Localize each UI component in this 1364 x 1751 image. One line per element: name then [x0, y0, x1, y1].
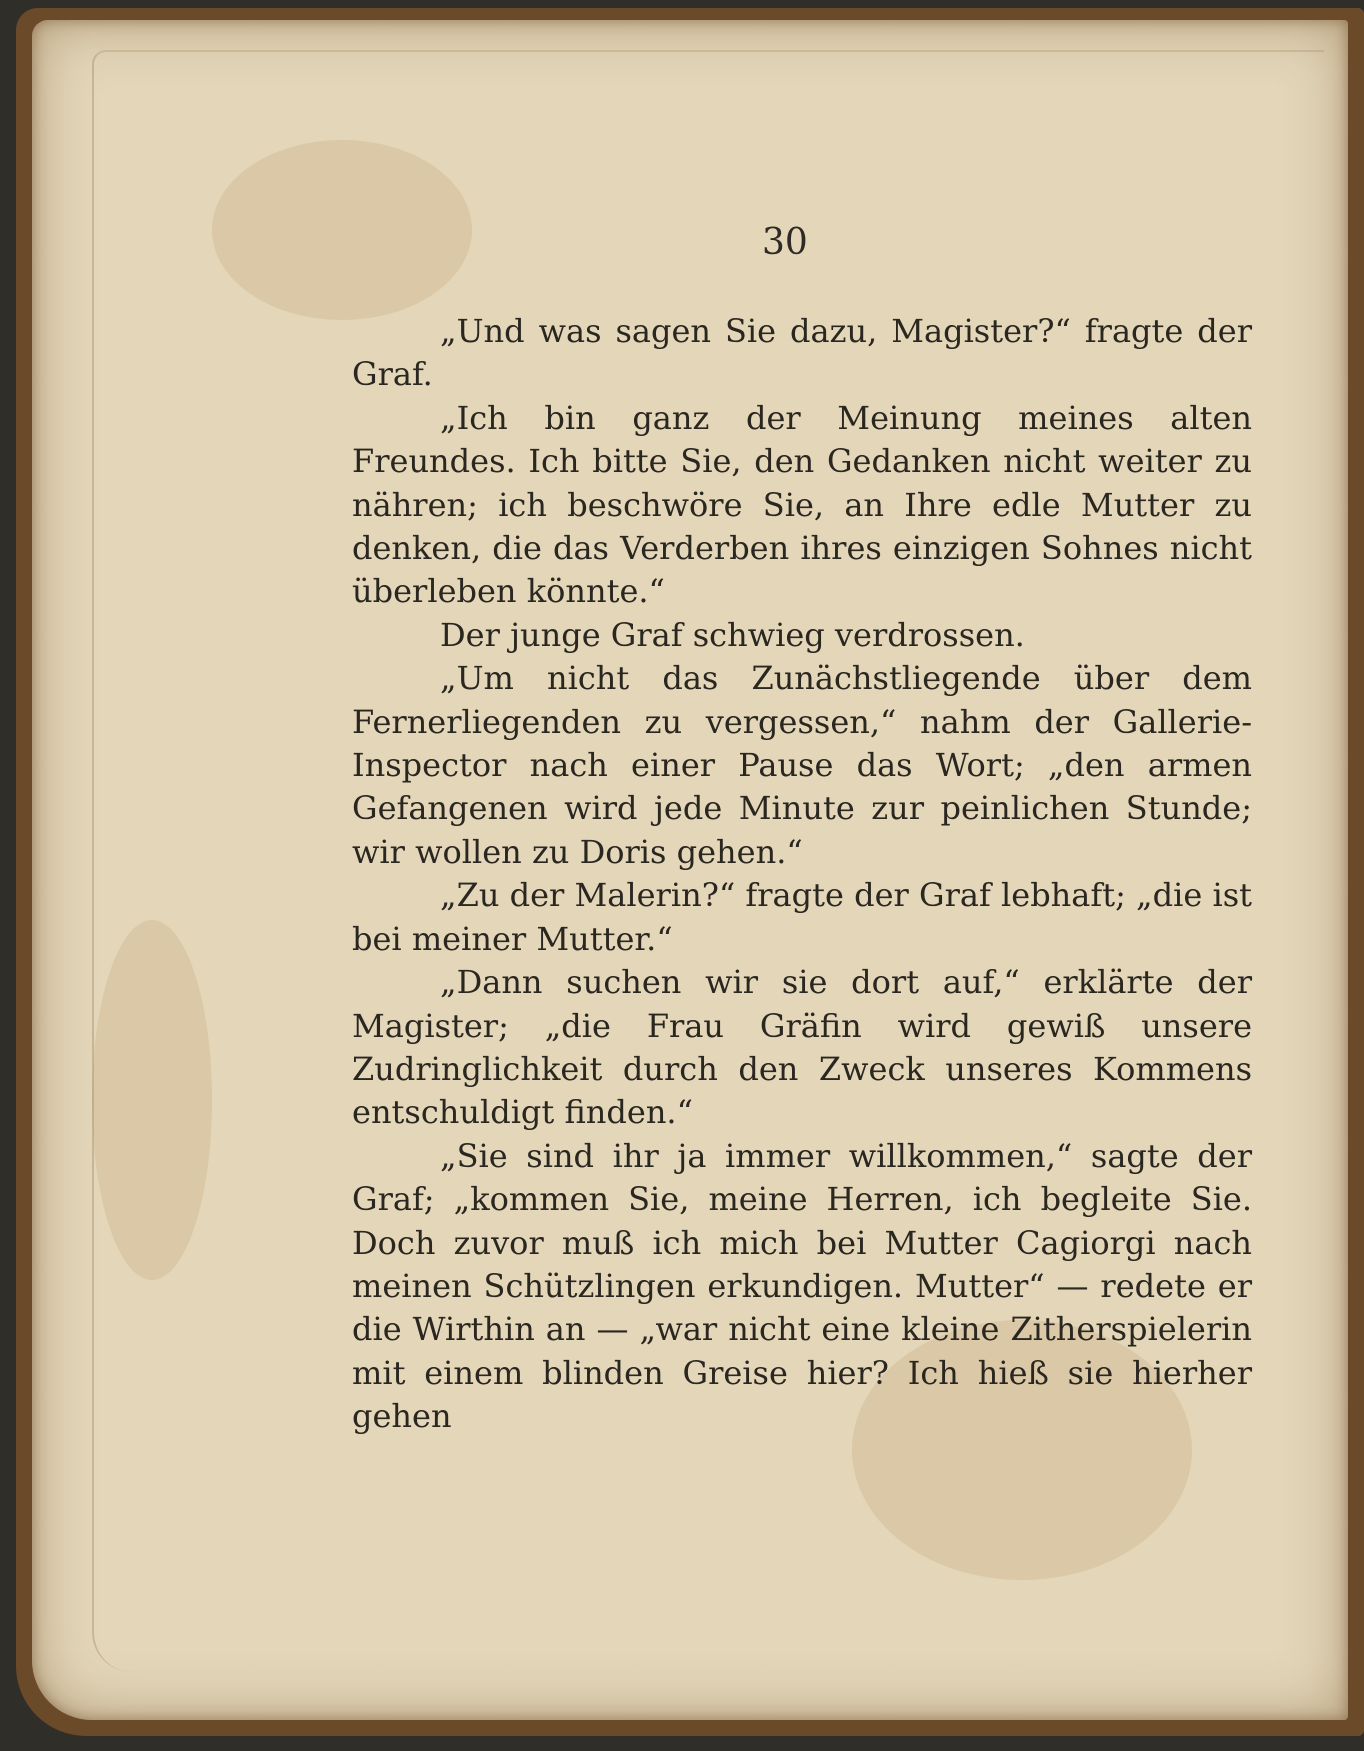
- paragraph: „Dann suchen wir sie dort auf,“ erklärte der Magister; „die Frau Gräfin wird gewiß unsere Zudringlichkeit durch den Zweck unseres Kommens entschuldigt finden.“: [352, 963, 1252, 1132]
- paragraph: „Zu der Malerin?“ fragte der Graf lebhaft; „die ist bei meiner Mutter.“: [352, 876, 1252, 958]
- paragraph: „Um nicht das Zunächstliegende über dem Fernerliegenden zu vergessen,“ nahm der Gallerie-Inspector nach einer Pause das Wort; „den armen Gefangenen wird jede Minute zur peinlichen Stunde; wir wollen zu Doris gehen.“: [352, 659, 1252, 871]
- paragraph: „Ich bin ganz der Meinung meines alten Freundes. Ich bitte Sie, den Gedanken nicht weiter zu nähren; ich beschwöre Sie, an Ihre edle Mutter zu denken, die das Verderben ihres einzigen Sohnes nicht überleben könnte.“: [352, 398, 1252, 611]
- paper-stain: [212, 140, 472, 320]
- body-text: [352, 310, 1252, 1439]
- paper-stain: [92, 920, 212, 1280]
- paragraph: Der junge Graf schwieg verdrossen.: [440, 615, 1025, 654]
- paragraph: „Sie sind ihr ja immer willkommen,“ sagte der Graf; „kommen Sie, meine Herren, ich begleite Sie. Doch zuvor muß ich mich bei Mutter Cagiorgi nach meinen Schützlingen erkundigen. Mutter“ — redete er die Wirthin an — „war nicht eine kleine Zitherspielerin mit einem blinden Greise hier? Ich hieß sie hierher gehen: [352, 1136, 1252, 1436]
- paragraph: „Und was sagen Sie dazu, Magister?“ fragte der Graf.: [352, 312, 1252, 394]
- page-number: 30: [762, 222, 808, 263]
